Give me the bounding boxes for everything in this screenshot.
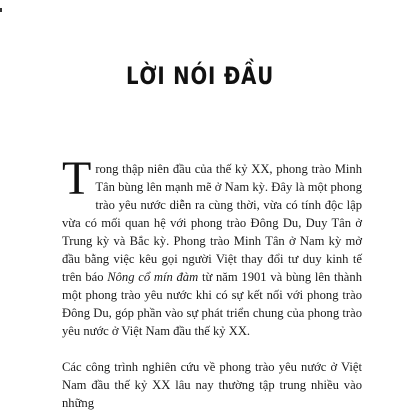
page-title: LỜI NÓI ĐẦU — [125, 62, 275, 90]
newspaper-title: Nông cổ mín đàm — [107, 270, 199, 284]
body-text — [62, 152, 362, 412]
page-corner-mark — [0, 8, 2, 12]
paragraph-2: Các công trình nghiên cứu về phong trào yêu nước ở Việt Nam đầu thế kỷ XX lâu nay thường tập trung nhiều vào những — [62, 360, 362, 410]
paragraph-1-text-start: rong thập niên đầu của thế kỷ XX, phong trào Minh Tân bùng lên mạnh mẽ ở Nam kỳ. Đây là một phong trào yêu nước diễn ra cùng thời, vừa có tính độc lập vừa có mối quan hệ với phong trào Đông Du, Duy Tân ở Trung kỳ và Bắc kỳ. Phong trào Minh Tân ở Nam kỳ mở đầu bằng việc kêu gọi người Việt thay đổi tư duy kinh tế trên báo — [62, 162, 362, 284]
drop-cap: T — [62, 152, 92, 205]
paragraph-1 — [62, 152, 362, 340]
paragraph-1-text-end: từ năm 1901 và bùng lên thành một phong trào yêu nước khi có sự kết nối với phong trào Đông Du, góp phần vào sự phát triển chung của phong trào yêu nước ở Việt Nam đầu thế kỷ XX. — [62, 270, 362, 338]
